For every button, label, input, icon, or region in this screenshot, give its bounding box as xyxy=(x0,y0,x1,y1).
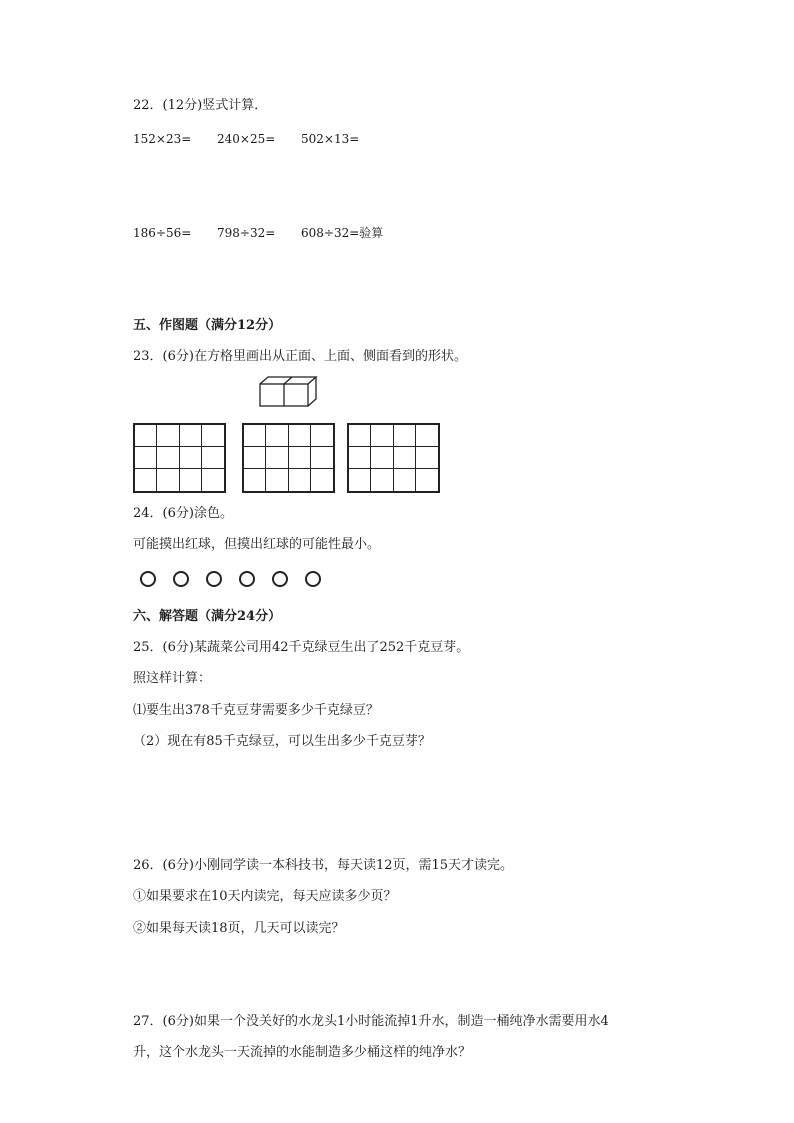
ball-circle[interactable] xyxy=(305,571,321,587)
q24-instruction: 可能摸出红球，但摸出红球的可能性最小。 xyxy=(133,537,381,552)
q25-part2: （2）现在有85千克绿豆，可以生出多少千克豆芽？ xyxy=(133,734,431,749)
calc-item: 152×23= xyxy=(133,132,192,146)
section5-heading: 五、作图题（满分12分） xyxy=(133,318,282,333)
ball-circles xyxy=(140,571,338,587)
grid-side-view[interactable] xyxy=(347,423,440,493)
calc-item: 502×13= xyxy=(301,132,360,146)
q23-title: 23．(6分)在方格里画出从正面、上面、侧面看到的形状。 xyxy=(133,349,467,364)
q26-part2: ②如果每天读18页，几天可以读完？ xyxy=(133,921,345,936)
q27-line1: 27．(6分)如果一个没关好的水龙头1小时能流掉1升水，制造一桶纯净水需要用水4 xyxy=(133,1014,609,1029)
ball-circle[interactable] xyxy=(140,571,156,587)
q24-title: 24．(6分)涂色。 xyxy=(133,506,233,521)
calc-item: 608÷32=验算 xyxy=(301,226,384,240)
section6-heading: 六、解答题（满分24分） xyxy=(133,609,282,624)
ball-circle[interactable] xyxy=(206,571,222,587)
q25-part1: ⑴要生出378千克豆芽需要多少千克绿豆？ xyxy=(133,703,379,718)
q26-title: 26．(6分)小刚同学读一本科技书，每天读12页，需15天才读完。 xyxy=(133,858,514,873)
ball-circle[interactable] xyxy=(173,571,189,587)
q25-title: 25．(6分)某蔬菜公司用42千克绿豆生出了252千克豆芽。 xyxy=(133,640,470,655)
q26-part1: ①如果要求在10天内读完，每天应读多少页？ xyxy=(133,889,397,904)
q27-line2: 升，这个水龙头一天流掉的水能制造多少桶这样的纯净水？ xyxy=(133,1045,472,1060)
calc-item: 186÷56= xyxy=(133,226,192,240)
q22-row2 xyxy=(133,225,383,241)
ball-circle[interactable] xyxy=(272,571,288,587)
grid-top-view[interactable] xyxy=(242,423,335,493)
calc-item: 798÷32= xyxy=(217,226,276,240)
grid-front-view[interactable] xyxy=(133,423,226,493)
q22-row1 xyxy=(133,131,359,147)
ball-circle[interactable] xyxy=(239,571,255,587)
q22-title: 22．(12分)竖式计算． xyxy=(133,98,268,113)
calc-item: 240×25= xyxy=(217,132,276,146)
q25-intro: 照这样计算： xyxy=(133,671,212,686)
two-cubes-figure xyxy=(258,375,320,409)
